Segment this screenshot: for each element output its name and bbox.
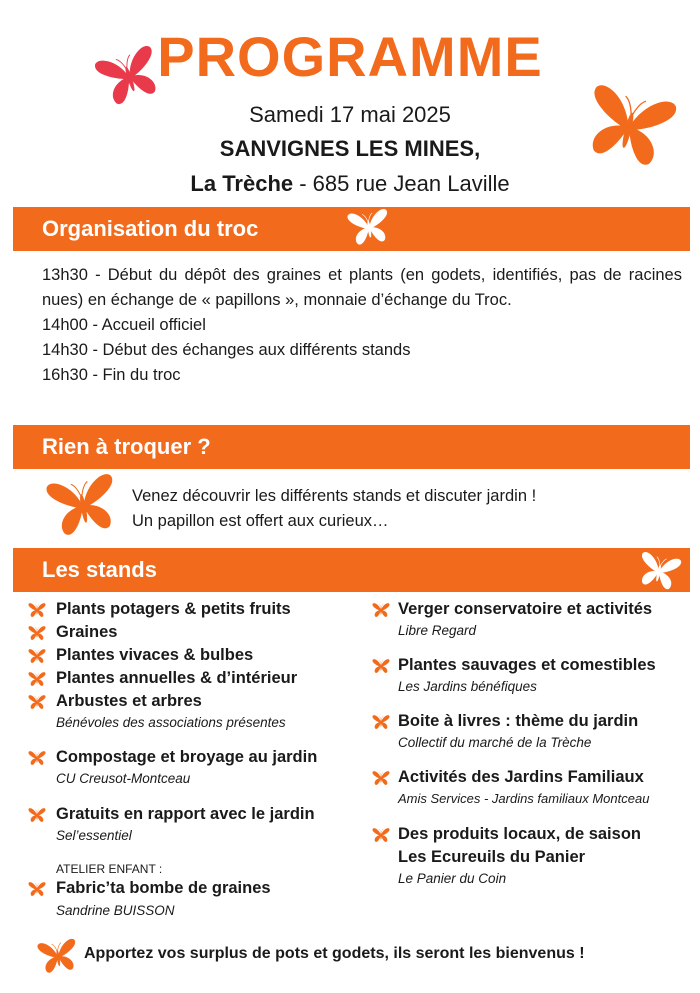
stand-title: Verger conservatoire et activités: [398, 600, 653, 618]
event-city: SANVIGNES LES MINES,: [219, 136, 481, 161]
stand-item: [28, 646, 358, 669]
section-title: Les stands: [42, 557, 157, 582]
stand-item: [372, 600, 694, 656]
stand-title: Graines: [56, 623, 118, 641]
butterfly-bullet-icon: [28, 670, 46, 688]
stand-subtitle: Bénévoles des associations présentes: [56, 715, 286, 730]
event-street: - 685 rue Jean Laville: [293, 171, 510, 196]
atelier-subtitle: Sandrine BUISSON: [56, 903, 175, 918]
stand-item: [28, 623, 358, 646]
stand-item: [28, 805, 358, 862]
stand-title: Plantes vivaces & bulbes: [56, 646, 254, 664]
event-place: La Trèche: [190, 171, 294, 196]
schedule-item: 14h00 - Accueil officiel: [42, 316, 206, 334]
schedule-item: 14h30 - Début des échanges aux différents stands: [42, 341, 411, 359]
stand-subtitle: CU Creusot-Montceau: [56, 771, 191, 786]
rien-line: Un papillon est offert aux curieux…: [132, 512, 389, 530]
stand-title-line2: Les Ecureuils du Panier: [398, 848, 586, 866]
section-stands-header: [13, 548, 690, 592]
stand-item: [28, 669, 358, 692]
schedule-item: 16h30 - Fin du troc: [42, 366, 181, 384]
footer-note: Apportez vos surplus de pots et godets, ils seront les bienvenus !: [84, 945, 585, 962]
stands-left-column: [28, 600, 358, 922]
stand-title: Arbustes et arbres: [56, 692, 202, 710]
event-date: Samedi 17 mai 2025: [249, 102, 451, 127]
stand-subtitle: Collectif du marché de la Trèche: [398, 735, 592, 750]
stand-subtitle: Les Jardins bénéfiques: [398, 679, 537, 694]
stand-subtitle: Sel’essentiel: [56, 828, 132, 843]
section-title: Rien à troquer ?: [42, 434, 211, 459]
butterfly-bullet-icon: [28, 749, 46, 767]
butterfly-bullet-icon: [372, 657, 390, 675]
butterfly-bullet-icon: [28, 647, 46, 665]
stand-title: Plants potagers & petits fruits: [56, 600, 291, 618]
butterfly-orange-icon: [42, 464, 123, 545]
stand-subtitle: Amis Services - Jardins familiaux Montceau: [398, 791, 650, 806]
stands-right-column: [372, 600, 694, 905]
event-address: [0, 171, 700, 197]
section-rien-header: [13, 425, 690, 469]
butterfly-white-icon: [343, 203, 394, 251]
section-title: Organisation du troc: [42, 216, 259, 241]
stand-title: Gratuits en rapport avec le jardin: [56, 805, 315, 823]
stand-title: Activités des Jardins Familiaux: [398, 768, 644, 786]
stand-title: Plantes sauvages et comestibles: [398, 656, 656, 674]
butterfly-bullet-icon: [28, 601, 46, 619]
butterfly-bullet-icon: [372, 713, 390, 731]
stand-subtitle: Le Panier du Coin: [398, 871, 507, 886]
stand-item: [372, 768, 694, 825]
atelier-item: [28, 862, 358, 922]
stand-item: [28, 692, 358, 748]
stand-item: [28, 748, 358, 805]
butterfly-bullet-icon: [372, 769, 390, 787]
butterfly-bullet-icon: [372, 826, 390, 844]
butterfly-bullet-icon: [28, 693, 46, 711]
rien-text: [132, 484, 672, 534]
stand-item: [372, 825, 694, 905]
stand-item: [28, 600, 358, 623]
stand-title: Compostage et broyage au jardin: [56, 748, 318, 766]
butterfly-bullet-icon: [28, 880, 46, 898]
butterfly-white-icon: [634, 546, 684, 596]
stand-item: [372, 712, 694, 768]
atelier-title: Fabric’ta bombe de graines: [56, 879, 271, 897]
butterfly-bullet-icon: [372, 601, 390, 619]
butterfly-orange-icon: [35, 933, 80, 978]
page-title: PROGRAMME: [157, 25, 543, 88]
schedule-item: 13h30 - Début du dépôt des graines et plants (en godets, identifiés, pas de racines nues) en échange de « papillons », monnaie d’échange du Troc.: [42, 266, 682, 309]
stand-title: Boite à livres : thème du jardin: [398, 712, 639, 730]
rien-line: Venez découvrir les différents stands et discuter jardin !: [132, 487, 537, 505]
stand-subtitle: Libre Regard: [398, 623, 477, 638]
stand-title: Des produits locaux, de saison: [398, 825, 641, 843]
stand-item: [372, 656, 694, 712]
stand-title: Plantes annuelles & d’intérieur: [56, 669, 298, 687]
schedule-list: [42, 263, 682, 388]
atelier-label: ATELIER ENFANT :: [56, 862, 163, 876]
butterfly-bullet-icon: [28, 624, 46, 642]
butterfly-bullet-icon: [28, 806, 46, 824]
